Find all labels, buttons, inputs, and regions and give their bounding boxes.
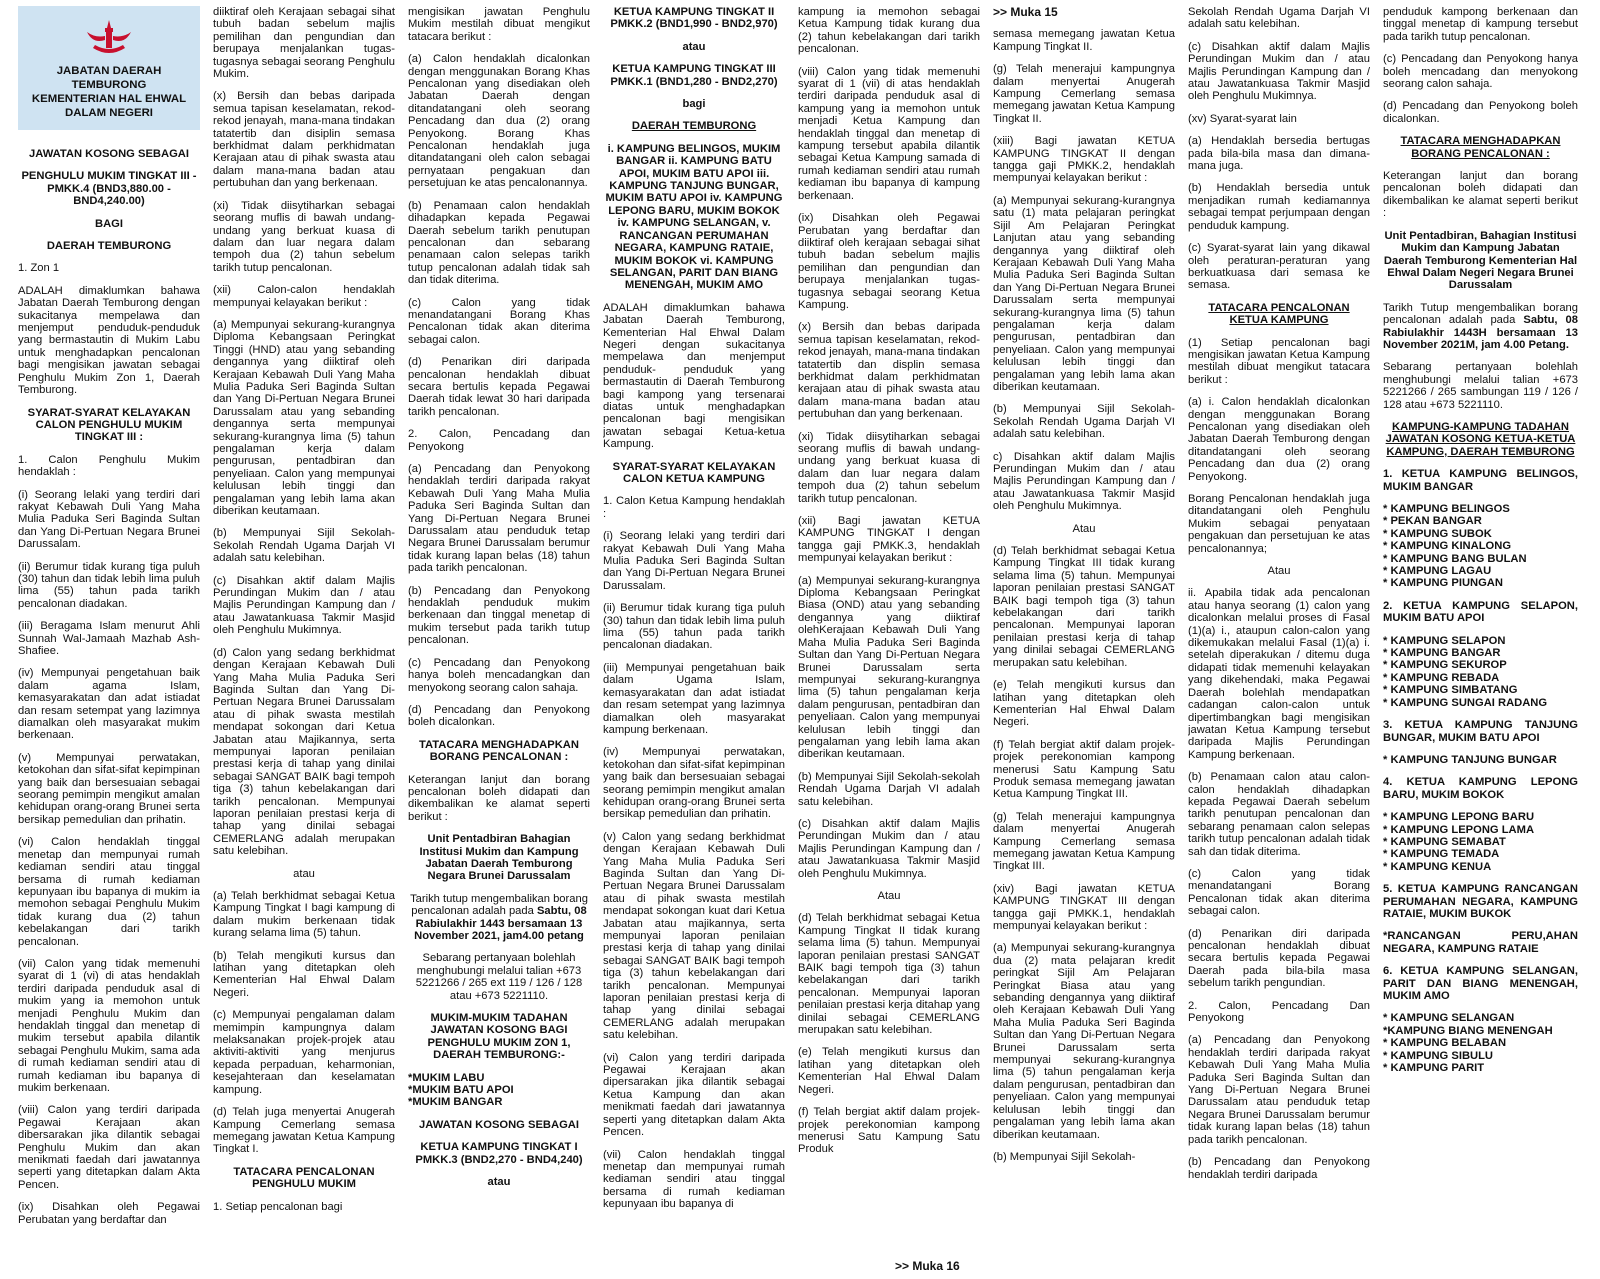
requirements-title: SYARAT-SYARAT KELAYAKAN CALON PENGHULU MUKIM TINGKAT III : [27,406,191,444]
list-item: * KAMPUNG SELANGAN [1383,1012,1515,1025]
body-paragraph: (a) Calon hendaklah dicalonkan dengan menggunakan Borang Khas Pencalonan yang disediakan oleh Jabatan Daerah dengan ditandatangani oleh seorang Pencadang dan dua (2) orang Penyokong. Borang Khas Pencalonan hendaklah juga ditandatangani oleh calon sebagai pernyataan pengakuan dan persetujuan ke atas pencalonannya. [408,53,590,190]
body-paragraph: mengisikan jawatan Penghulu Mukim mestilah dibuat mengikut tatacara berikut : [408,6,590,43]
org-line-4: DALAM NEGERI [65,107,153,119]
list-item: * KAMPUNG SUBOK [1383,527,1492,540]
or-separator: Atau [1072,522,1096,535]
column-3 [408,6,590,1279]
requirement-paragraph: (iii) Beragama Islam menurut Ahli Sunnah Wal-Jamaah Mazhab Ash-Shafiee. [18,620,200,657]
list-item: * KAMPUNG TEMADA [1383,848,1500,861]
column-1 [18,6,200,1279]
body-paragraph: ii. Apabila tidak ada pencalonan atau hanya seorang (1) calon yang dicalonkan melalui proses di Fasal (1)(a) i., ataupun calon-calon yang dikemukakan melalui Fasal (1)(a) i. setelah diperakukan / ditemu duga didapati tidak memenuhi kelayakan yang dikehendaki, maka Pegawai Daerah bolehlah mendapatkan cadangan calon-calon untuk dipertimbangkan bagi mengisikan jawatan Ketua Kampung tersebut daripada Majlis Perundingan Kampung berkenaan. [1188,587,1370,761]
group-title: 2. KETUA KAMPUNG SELAPON, MUKIM BATU APOI [1383,599,1578,625]
kk3-title: KETUA KAMPUNG TINGKAT III PMKK.1 (BND1,280 - BND2,270) [610,63,778,88]
vacancy-district: DAERAH TEMBURONG [46,240,172,253]
body-paragraph: (viii) Calon yang tidak memenuhi syarat di 1 (vii) di atas hendaklah terdiri daripada penduduk asal di kampung yang ia memohon untuk menjadi Ketua Kampung dan hendaklah tinggal dan menetap di kampung tersebut apabila dilantik sebagai Ketua Kampung samada di rumah kediaman sendiri atau rumah kediaman ibu bapanya di kampung berkenaan. [798,65,980,202]
list-item: * KAMPUNG SIBULU [1383,1049,1494,1062]
vacancy-bagi: BAGI [95,217,123,230]
requirement-paragraph: (ix) Disahkan oleh Pegawai Perubatan yang berdaftar dan [18,1201,200,1226]
or-separator: atau [293,867,315,880]
submission-procedure-title: TATACARA MENGHADAPKAN BORANG PENCALONAN : [1400,135,1561,160]
group-title: 3. KETUA KAMPUNG TANJUNG BUNGAR, MUKIM BATU APOI [1383,719,1578,744]
body-paragraph: (c) Disahkan aktif dalam Majlis Perundingan Mukim dan / atau Majlis Perundingan Kampung dan / atau Jawatankuasa Takmir Masjid oleh Penghulu Mukimnya. [213,574,395,637]
body-paragraph: 1. Calon Ketua Kampung hendaklah : [603,495,785,520]
or-separator: Atau [1267,565,1291,578]
body-paragraph: (xiv) Bagi jawatan KETUA KAMPUNG TINGKAT III dengan tangga gaji PMKK.1, hendaklah mempunyai kelayakan berikut : [993,882,1175,932]
list-item: * KAMPUNG BANG BULAN [1383,552,1527,565]
closing-date-value: Sabtu, 08 Rabiulakhir 1443 bersamaan 13 November 2021, jam4.00 petang [414,905,587,942]
body-paragraph: (vii) Calon hendaklah tinggal menetap dan mempunyai rumah kediaman sendiri atau tinggal bersama di rumah kediaman kepunyaan ibu bapanya di [603,1148,785,1211]
submission-text: Keterangan lanjut dan borang pencalonan boleh didapati dan dikembalikan ke alamat seperti berikut : [408,773,590,823]
body-paragraph: kampung ia memohon sebagai Ketua Kampung tidak kurang dua (2) tahun kebelakangan dari tarikh pencalonan. [798,6,980,56]
body-paragraph: penduduk kampong berkenaan dan tinggal menetap di kampung tersebut pada tarikh tutup pencalonan. [1383,6,1578,43]
requirement-paragraph: (viii) Calon yang terdiri daripada Pegawai Kerajaan akan dibersarakan jika dilantik sebagai Penghulu Mukim dan akan menikmati faedah dari jawatannya seperti yang ditetapkan dalam Akta Pencen. [18,1104,200,1191]
body-paragraph: (a) Mempunyai sekurang-kurangnya satu (1) mata pelajaran peringkat Sijil Am Pelajaran Peringkat Lanjutan atau yang sebanding dengannya yang diiktiraf oleh Kerajaan Kebawah Duli Yang Maha Mulia Paduka Seri Baginda Sultan dan Yang Di-Pertuan Negara Brunei Darussalam serta mempunyai sekurang-kurangnya lima (5) tahun pengalaman kerja dalam pengurusan, pentadbiran dan penyeliaan. Calon yang mempunyai kelulusan lebih tinggi dan pengalaman yang lebih lama akan diberikan keutamaan. [993,194,1175,393]
kk1-title: KETUA KAMPUNG TINGKAT I PMKK.3 (BND2,270 - BND4,240) [415,1141,583,1166]
body-paragraph: (v) Calon yang sedang berkhidmat dengan Kerajaan Kebawah Duli Yang Maha Mulia Paduka Seri Baginda Sultan dan Yang Di-Pertuan Negara Brunei Darussalam atau di pihak swasta mestilah mendapat sokongan kuat dari Ketua Jabatan atau majikannya, serta mempunyai laporan penilaian prestasi kerja di tahap yang dinilai sebagai SANGAT BAIK bagi tempoh tiga (3) tahun kebelakangan dari tarikh pencalonan. Mempunyai laporan penilaian prestasi kerja di tahap yang dinilai sebagai CEMERLANG adalah merupakan satu kelebihan. [603,830,785,1042]
body-paragraph: (c) Syarat-syarat lain yang dikawal oleh peraturan-peraturan yang berkuatkuasa dari semasa ke semasa. [1188,242,1370,292]
body-paragraph: (1) Setiap pencalonan bagi mengisikan jawatan Ketua Kampung mestilah dibuat mengikut tatacara berikut : [1188,336,1370,386]
list-item: * KAMPUNG BELABAN [1383,1037,1507,1050]
body-paragraph: c) Disahkan aktif dalam Majlis Perundingan Mukim dan / atau Majlis Perundingan Kampung dan / atau Jawatankuasa Takmir Masjid oleh Penghulu Mukimnya. [993,450,1175,513]
kampung-list [1383,811,1578,873]
body-paragraph: (i) Seorang lelaki yang terdiri dari rakyat Kebawah Duli Yang Maha Mulia Paduka Seri Baginda Sultan dan Yang Di-Pertuan Negara Brunei Darussalam. [603,530,785,592]
body-paragraph: (c) Disahkan aktif dalam Majlis Perundingan Mukim dan / atau Majlis Perundingan Kampung dan / atau Jawatankuasa Takmir Masjid oleh Penghulu Mukimnya. [798,817,980,880]
requirements-title: SYARAT-SYARAT KELAYAKAN CALON KETUA KAMPUNG [612,460,776,485]
group-title: 5. KETUA KAMPUNG RANCANGAN PERUMAHAN NEGARA, KAMPUNG RATAIE, MUKIM BUKOK [1383,883,1578,920]
requirement-paragraph: (ii) Berumur tidak kurang tiga puluh (30) tahun dan tidak lebih lima puluh lima (55) tahun pada tarikh pencalonan diadakan. [18,560,200,610]
contact-info: Sebarang pertanyaan bolehlah menghubungi melalui talian +673 5221266 / 265 ext 119 / 126 / 128 atau +673 5221110. [415,952,583,1002]
kampung-list [1383,635,1578,709]
closing-date-value: Sabtu, 08 Rabiulakhir 1443H bersamaan 13 November 2021M, jam 4.00 Petang. [1383,314,1578,351]
body-paragraph: 2. Calon, Pencadang Dan Penyokong [1188,999,1370,1025]
column-6 [993,6,1175,1279]
body-paragraph: (x) Bersih dan bebas daripada semua tapisan keselamatan, rekod-rekod jenayah, mana-mana tindakan tatatertib dan disiplin semasa berkhidmat dalam perkhidmatan Kerajaan atau di pihak swasta atau dalam mana-mana badan atau pertubuhan dan yang berkenaan. [213,90,395,190]
org-line-3: KEMENTERIAN HAL EHWAL [31,93,187,105]
body-paragraph: (xi) Tidak diisytiharkan sebagai seorang muflis di bawah undang-undang yang berkuat kuasa di dalam dan luar negara dalam tempoh dua (2) tahun sebelum tarikh tutup pencalonan. [213,199,395,274]
body-paragraph: (iii) Mempunyai pengetahuan baik dalam Ugama Islam, kemasyarakatan dan adat istiadat dan resam setempat yang lazimnya diamalkan oleh masyarakat kampung berkenaan. [603,661,785,736]
body-paragraph: (b) Mempunyai Sijil Sekolah- [993,1150,1136,1163]
body-paragraph: (ii) Berumur tidak kurang tiga puluh (30) tahun dan tidak lebih lima puluh lima (55) tahun pada tarikh pencalonan diadakan. [603,602,785,652]
body-paragraph: (a) Mempunyai sekurang-kurangnya dua (2) mata pelajaran kredit peringkat Sijil Am Pelajaran Peringkat Biasa atau yang sebanding dengannya yang diiktiraf oleh Kerajaan Kebawah Duli Yang Maha Mulia Paduka Seri Baginda Sultan dan Yang Di-Pertuan Negara Brunei Darussalam serta mempunyai sekurang-kurangnya lima (5) tahun pengalaman kerja dalam pengurusan, pentadbiran dan penyeliaan. Calon yang mempunyai kelulusan lebih tinggi dan pengalaman yang lebih lama akan diberikan keutamaan. [993,942,1175,1141]
body-paragraph: (b) Penamaan calon atau calon-calon hendaklah dihadapkan kepada Pegawai Daerah sebelum tarikh penutupan pencalonan dan sebarang penamaan calon selepas tarikh tutup pencalonan adalah tidak sah dan tidak diterima. [1188,771,1370,858]
list-item: * KAMPUNG SIMBATANG [1383,684,1518,697]
requirement-paragraph: (iv) Mempunyai pengetahuan baik dalam agama Islam, kemasyarakatan dan adat istiadat dan resam setempat yang lazimnya diamalkan oleh masyarakat mukim berkenaan. [18,667,200,742]
body-paragraph: (b) Mempunyai Sijil Sekolah-sekolah Rendah Ugama Darjah VI adalah satu kelebihan. [798,770,980,808]
brunei-crest-icon [83,18,135,58]
closing-date-prefix: Tarikh Tutup mengembalikan borang pencalonan adalah pada [1383,301,1578,327]
list-item: * KAMPUNG REBADA [1383,671,1500,684]
list-item: * KAMPUNG LEPONG LAMA [1383,823,1535,836]
body-paragraph: (d) Penarikan diri daripada pencalonan hendaklah dibuat secara bertulis kepada Pegawai Daerah pada bila-bila masa sebelum tarikh pengundian. [1188,927,1370,990]
list-item: * KAMPUNG SUNGAI RADANG [1383,696,1548,709]
list-item: * KAMPUNG KENUA [1383,860,1492,873]
body-paragraph: (e) Telah mengikuti kursus dan latihan yang ditetapkan oleh Kementerian Hal Ehwal Dalam Negeri. [993,679,1175,729]
list-item: * PEKAN BANGAR [1383,515,1482,528]
column-4 [603,6,785,1279]
body-paragraph: (f) Telah bergiat aktif dalam projek-projek perekonomian kampong menerusi Satu Kampung Satu Produk semasa memegang jawatan Ketua Kampung Tingkat III. [993,738,1175,801]
kampung-list [1383,1012,1578,1074]
intro-paragraph: ADALAH dimaklumkan bahawa Jabatan Daerah Temburong dengan sukacitanya mempelawa dan menjemput penduduk-penduduk yang bermastautin di Mukim Labu untuk menghadapkan pencalonan bagi mengisikan jawatan sebagai Penghulu Mukim Zon 1, Daerah Temburong. [18,284,200,397]
group-title: 4. KETUA KAMPUNG LEPONG BARU, MUKIM BOKOK [1383,776,1578,801]
or-separator: atau [487,1176,511,1189]
kampung-list [1383,503,1578,590]
body-paragraph: (b) Mempunyai Sijil Sekolah-Sekolah Rendah Ugama Darjah VI adalah satu kelebihan. [213,527,395,565]
body-paragraph: (x) Bersih dan bebas daripada semua tapisan keselamatan, rekod-rekod jenayah, mana-mana tindakan tatatertib dan displin semasa berkhidmat dalam perkhidmatan kerajaan atau di pihak swasta atau dalam mana-mana badan atau pertubuhan dan yang berkenaan. [798,321,980,421]
body-paragraph: (b) Hendaklah bersedia untuk menjadikan rumah kediamannya sebagai tempat perjumpaan dengan penduduk kampung. [1188,182,1370,232]
requirement-paragraph: (i) Seorang lelaki yang terdiri dari rakyat Kebawah Duli Yang Maha Mulia Paduka Seri Baginda Sultan dan Yang Di-Pertuan Negara Brunei Darussalam. [18,488,200,551]
body-paragraph: (a) i. Calon hendaklah dicalonkan dengan menggunakan Borang Pencalonan yang disediakan oleh Jabatan Daerah Temburong dengan ditandatangani oleh seorang Pencadang dan dua (2) orang Penyokong. [1188,396,1370,483]
body-paragraph: (d) Telah berkhidmat sebagai Ketua Kampung Tingkat III tidak kurang selama lima (5) tahun. Mempunyai laporan penilaian prestasi SANGAT BAIK bagi tempoh tiga (3) tahun kebelakangan dari tarikh pencalonan. Mempunyai laporan penilaian prestasi kerja di tahap yang dinilai sebagai CEMERLANG merupakan satu kelebihan. [993,545,1175,669]
closing-date [408,893,590,943]
nomination-procedure-title: TATACARA PENCALONAN KETUA KAMPUNG [1208,301,1350,327]
mukim-list [408,1072,590,1109]
requirement-paragraph: (vi) Calon hendaklah tinggal menetap dan mempunyai rumah kediaman sendiri atau tinggal bersama di rumah kediaman kepunyaan ibu bapanya di mukim ia memohon sebagai Penghulu Mukim tidak kurang dua (2) tahun kebelakangan dari tarikh pencalonan. [18,836,200,948]
body-paragraph: Sekolah Rendah Ugama Darjah VI adalah satu kelebihan. [1188,6,1370,31]
continued-page-link[interactable]: >> Muka 15 [993,6,1058,19]
group-title: 6. KETUA KAMPUNG SELANGAN, PARIT DAN BIANG MENENGAH, MUKIM AMO [1383,965,1578,1002]
list-item: * KAMPUNG PIUNGAN [1383,577,1503,590]
body-paragraph: (xi) Tidak diisytiharkan sebagai seorang muflis di bawah undang-undang yang berkuat kuasa di dalam dan luar negara dalam tempoh dua (2) tahun sebelum tarikh tutup pencalonan. [798,430,980,505]
body-paragraph: (d) Pencadang dan Penyokong boleh dicalonkan. [1383,100,1578,125]
body-paragraph: Borang Pencalonan hendaklah juga ditandatangani oleh Penghulu Mukim sebagai penyataan pengakuan dan persetujuan ke atas pencalonannya; [1188,493,1370,555]
body-paragraph: (a) Hendaklah bersedia bertugas pada bila-bila masa dan dimana-mana juga. [1188,135,1370,173]
list-item: * KAMPUNG LEPONG BARU [1383,811,1535,824]
body-paragraph: (xii) Calon-calon hendaklah mempunyai kelayakan berikut : [213,284,395,309]
list-item: *MUKIM LABU [408,1071,485,1084]
body-paragraph: (b) Penamaan calon hendaklah dihadapkan kepada Pegawai Daerah sebelum tarikh penutupan pencalonan dan sebarang penamaan calon selepas tarikh tutup pencalonan adalah tidak sah dan tidak diterima. [408,199,590,287]
body-paragraph: (c) Pencadang dan Penyokong hanya boleh mencadang dan menyokong seorang calon sahaja. [1383,53,1578,91]
body-paragraph: (c) Pencadang dan Penyokong hanya boleh mencadangkan dan menyokong seorang calon sahaja. [408,656,590,694]
list-item: *MUKIM BANGAR [408,1096,503,1109]
submission-procedure-title: TATACARA MENGHADAPKAN BORANG PENCALONAN : [419,738,579,764]
kk2-title: KETUA KAMPUNG TINGKAT II PMKK.2 (BND1,990 - BND2,970) [610,6,778,31]
body-paragraph: (b) Telah mengikuti kursus dan latihan yang ditetapkan oleh Kementerian Hal Ehwal Dalam Negeri. [213,949,395,999]
list-item: * KAMPUNG TANJUNG BUNGAR [1383,753,1557,766]
vacancy-position: PENGHULU MUKIM TINGKAT III - PMKK.4 (BND3,880.00 - BND4,240.00) [21,170,197,208]
submission-address: Unit Pentadbiran, Bahagian Institusi Mukim dan Kampung Jabatan Daerah Temburong Kementerian Hal Ehwal Dalam Negeri Negara Brunei Darussalam [1383,229,1578,292]
nomination-procedure-title: TATACARA PENCALONAN PENGHULU MUKIM [233,1165,375,1191]
requirement-paragraph: (vii) Calon yang tidak memenuhi syarat di 1 (vi) di atas hendaklah terdiri daripada penduduk asal di mukim yang ia memohon untuk menjadi Penghulu Mukim dan hendaklah tinggal dan menetap di mukim tersebut apabila dilantik sebagai Penghulu Mukim, sama ada di rumah kediaman sendiri atau di rumah kediaman ibu bapanya di mukim berkenaan. [18,957,200,1094]
list-item: * KAMPUNG BELINGOS [1383,503,1510,515]
list-item: *KAMPUNG BIANG MENENGAH [1383,1024,1553,1037]
zone-label: 1. Zon 1 [18,262,60,275]
org-line-1: JABATAN DAERAH [56,65,162,77]
body-paragraph: (d) Pencadang dan Penyokong boleh dicalonkan. [408,703,590,729]
body-paragraph: (b) Pencadang dan Penyokong hendaklah penduduk mukim berkenaan dan tinggal menetap di mukim tersebut pada tarikh tutup pencalonan. [408,584,590,647]
body-paragraph: (a) Pencadang dan Penyokong hendaklah terdiri daripada rakyat Kebawah Duli Yang Maha Mulia Paduka Seri Baginda Sultan dan Yang Di-Pertuan Negara Brunei Darussalam atau penduduk tetap Negara Brunei Darussalam berumur tidak kurang lapan belas (18) tahun pada tarikh pencalonan. [408,463,590,575]
body-paragraph: 2. Calon, Pencadang dan Penyokong [408,428,590,453]
body-paragraph: (xv) Syarat-syarat lain [1188,112,1297,125]
or-separator: atau [682,40,706,53]
contact-info: Sebarang pertanyaan bolehlah menghubungi melalui talian +673 5221266 / 265 sambungan 119 / 126 / 128 atau +673 5221110. [1383,361,1578,411]
body-paragraph: (xii) Bagi jawatan KETUA KAMPUNG TINGKAT I dengan tangga gaji PMKK.3, hendaklah mempunyai kelayakan berikut : [798,515,980,565]
kampung-list [1383,930,1578,955]
body-paragraph: (g) Telah menerajui kampungnya dalam menyertai Anugerah Kampung Cemerlang semasa memegang jawatan Ketua Kampung Tingkat II. [993,63,1175,125]
body-paragraph: (b) Mempunyai Sijil Sekolah-Sekolah Rendah Ugama Darjah VI adalah satu kelebihan. [993,403,1175,441]
intro-paragraph: ADALAH dimaklumkan bahawa Jabatan Daerah Temburong, Kementerian Hal Ehwal Dalam Negeri dengan sukacitanya mempelawa dan menjemput penduduk- penduduk yang bermastautin di Daerah Temburong bagi kampong yang tersenarai diatas untuk menghadapkan pencalonan bagi mengisikan jawatan sebagai Ketua-ketua Kampung. [603,301,785,451]
body-paragraph: (d) Calon yang sedang berkhidmat dengan Kerajaan Kebawah Duli Yang Maha Mulia Paduka Seri Baginda Sultan dan Yang Di-Pertuan Negara Brunei Darussalam atau di pihak swasta mestilah mendapat sokongan dari Ketua Jabatan atau Majikannya, serta mempunyai laporan penilaian prestasi kerja di tahap yang dinilai sebagai SANGAT BAIK bagi tempoh tiga (3) tahun kebelakangan dari tarikh pencalonan. Mempunyai laporan penilaian prestasi kerja di tahap yang dinilai sebagai CEMERLANG adalah merupakan satu kelebihan. [213,646,395,858]
org-line-2: TEMBURONG [71,79,147,91]
body-paragraph: (a) Mempunyai sekurang-kurangnya Diploma Kebangsaan Peringkat Biasa (OND) atau yang sebanding dengannya yang diiktiraf olehKerajaan Kebawah Duli Yang Maha Mulia Paduka Seri Baginda Sultan dan Yang Di-Pertuan Negara Brunei Darussalam serta mempunyai sekurang-kurangnya lima (5) tahun pengalaman kerja dalam pengurusan, pentadbiran dan penyeliaan. Calon yang mempunyai kelulusan lebih tinggi dan pengalaman yang lebih lama akan diberikan keutamaan. [798,574,980,761]
requirement-paragraph: 1. Calon Penghulu Mukim hendaklah : [18,453,200,479]
column-2 [213,6,395,1279]
body-paragraph: semasa memegang jawatan Ketua Kampung Tingkat II. [993,28,1175,53]
body-paragraph: (iv) Mempunyai perwatakan, ketokohan dan sifat-sifat kepimpinan yang baik dan bersesuaian sebagai seorang pemimpin mengikut amalan kehidupan orang-orang Brunei serta bersikap pemedulian dan prihatin. [603,746,785,821]
body-paragraph: (d) Telah berkhidmat sebagai Ketua Kampung Tingkat II tidak kurang selama lima (5) tahun. Mempunyai laporan penilaian prestasi SANGAT BAIK bagi tempoh tiga (3) tahun kebelakangan dari tarikh pencalonan. Mempunyai laporan penilaian prestasi kerja ditahap yang dinilai sebagai CEMERLANG merupakan satu kelebihan. [798,912,980,1037]
body-paragraph: (a) Telah berkhidmat sebagai Ketua Kampung Tingkat I bagi kampung di dalam mukim berkenaan tidak kurang selama lima (5) tahun. [213,890,395,940]
column-8 [1383,6,1578,1279]
closing-date [1383,302,1578,352]
list-item: * KAMPUNG SEKUROP [1383,659,1507,672]
body-paragraph: (b) Pencadang dan Penyokong hendaklah terdiri daripada [1188,1156,1370,1181]
submission-text: Keterangan lanjut dan borang pencalonan boleh didapati dan dikembalikan ke alamat seperti berikut : [1383,170,1578,220]
kampung-list: i. KAMPUNG BELINGOS, MUKIM BANGAR ii. KAMPUNG BATU APOI, MUKIM BATU APOI iii. KAMPUNG TANJUNG BUNGAR, MUKIM BATU APOI iv. KAMPUNG LEPONG BARU, MUKIM BOKOK iv. KAMPUNG SELANGAN, v. RANCANGAN PERUMAHAN NEGARA, KAMPUNG RATAIE, MUKIM BOKOK vi. KAMPUNG SELANGAN, PARIT DAN BIANG MENENGAH, MUKIM AMO [605,142,783,292]
mukim-list-title: MUKIM-MUKIM TADAHAN JAWATAN KOSONG BAGI PENGHULU MUKIM ZON 1, DAERAH TEMBURONG:- [427,1012,571,1062]
kampung-list [1383,754,1578,766]
list-item: * KAMPUNG KINALONG [1383,540,1512,553]
requirements-list [18,454,200,1226]
list-item: *MUKIM BATU APOI [408,1084,514,1097]
column-5 [798,6,980,1279]
body-paragraph: (d) Penarikan diri daripada pencalonan hendaklah dibuat secara bertulis kepada Pegawai Daerah tidak lewat 30 hari daripada tarikh pencalonan. [408,356,590,418]
body-paragraph: 1. Setiap pencalonan bagi [213,1200,343,1213]
body-paragraph: (g) Telah menerajui kampungnya dalam menyertai Anugerah Kampung Cemerlang semasa memegang jawatan Ketua Kampung Tingkat III. [993,810,1175,873]
body-paragraph: (a) Mempunyai sekurang-kurangnya Diploma Kebangsaan Peringkat Tinggi (HND) atau yang sebanding dengannya yang diiktiraf oleh Kerajaan Kebawah Duli Yang Maha Mulia Paduka Seri Baginda Sultan dan Yang Di-Pertuan Negara Brunei Darussalam atau yang sebanding dengannya serta mempunyai sekurang-kurangnya lima (5) tahun pengalaman kerja dalam pengurusan, pentadbiran dan penyeliaan. Calon yang mempunyai kelulusan lebih tinggi dan pengalaman yang lebih lama akan diberikan keutamaan. [213,318,395,518]
closing-date-prefix: Tarikh tutup mengembalikan borang pencalonan adalah pada [410,892,588,918]
list-item: *RANCANGAN PERU,AHAN NEGARA, KAMPUNG RATAIE [1383,930,1578,955]
body-paragraph: (f) Telah bergiat aktif dalam projek-projek perekonomian kampong menerusi Satu Kampung Satu Produk [798,1106,980,1156]
next-page-link[interactable]: >> Muka 16 [895,1259,960,1273]
body-paragraph: (ix) Disahkan oleh Pegawai Perubatan yang berdaftar dan diiktiraf oleh kerajaan sebagai sihat tubuh badan sebelum majlis pemilihan dan pengundian dan berupaya menjalankan tugas-tugasnya sebagai seorang Ketua Kampung. [798,212,980,311]
body-paragraph: diiktiraf oleh Kerajaan sebagai sihat tubuh badan sebelum majlis pemilihan dan pengundian dan berupaya menjalankan tugas-tugasnya sebagai seorang Penghulu Mukim. [213,6,395,81]
district-title: DAERAH TEMBURONG [631,120,757,133]
body-paragraph: (vi) Calon yang terdiri daripada Pegawai Kerajaan akan dipersarakan jika dilantik sebagai Ketua Kampung dan akan menikmati faedah dari jawatannya seperti yang ditetapkan dalam Akta Pencen. [603,1051,785,1139]
column-7 [1188,6,1370,1279]
group-title: 1. KETUA KAMPUNG BELINGOS, MUKIM BANGAR [1383,468,1578,493]
body-paragraph: (c) Calon yang tidak menandatangani Borang Pencalonan tidak akan diterima sebagai calon. [1188,867,1370,918]
body-paragraph: (e) Telah mengikuti kursus dan latihan yang ditetapkan oleh Kementerian Hal Ehwal Dalam Negeri. [798,1046,980,1096]
list-item: * KAMPUNG LAGAU [1383,565,1492,578]
body-paragraph: (c) Calon yang tidak menandatangani Borang Khas Pencalonan tidak akan diterima sebagai calon. [408,296,590,346]
vacancy-title-2: JAWATAN KOSONG SEBAGAI [419,1118,579,1131]
or-separator: Atau [877,890,901,902]
requirement-paragraph: (v) Mempunyai perwatakan, ketokohan dan sifat-sifat kepimpinan yang baik dan bersesuaian sebagai seorang pemimpin mengikut amalan kehidupan orang-orang Brunei serta bersikap pemedulian dan prihatin. [18,751,200,826]
list-item: * KAMPUNG SEMABAT [1383,835,1506,848]
body-paragraph: (a) Pencadang dan Penyokong hendaklah terdiri daripada rakyat Kebawah Duli Yang Maha Mulia Paduka Seri Baginda Sultan dan Yang Di-Pertuan Negara Brunei Darussalam atau penduduk tetap Negara Brunei Darussalam berumur tidak kurang lapan belas (18) tahun pada tarikh pencalonan. [1188,1034,1370,1146]
list-item: * KAMPUNG BANGAR [1383,647,1501,660]
kampung-groups-title: KAMPUNG-KAMPUNG TADAHAN JAWATAN KOSONG KETUA-KETUA KAMPUNG, DAERAH TEMBURONG [1385,420,1576,458]
submission-address: Unit Pentadbiran Bahagian Institusi Mukim dan Kampung Jabatan Daerah Temburong Negara Brunei Darussalam [419,833,579,883]
vacancy-title: JAWATAN KOSONG SEBAGAI [29,148,189,160]
department-header-box [18,6,200,130]
body-paragraph: (c) Disahkan aktif dalam Majlis Perundingan Mukim dan / atau Majlis Perundingan Kampung dan / atau Jawatankuasa Takmir Masjid oleh Penghulu Mukimnya. [1188,40,1370,103]
list-item: * KAMPUNG PARIT [1383,1062,1485,1075]
list-item: * KAMPUNG SELAPON [1383,634,1506,647]
body-paragraph: (c) Mempunyai pengalaman dalam memimpin kampungnya dalam melaksanakan projek-projek atau aktiviti-aktiviti yang menjurus kepada perpaduan, keharmonian, kesejahteraan dan keselamatan kampung. [213,1009,395,1096]
body-paragraph: (d) Telah juga menyertai Anugerah Kampung Cemerlang semasa memegang jawatan Ketua Kampung Tingkat I. [213,1106,395,1156]
bagi-label: bagi [682,98,706,111]
body-paragraph: (xiii) Bagi jawatan KETUA KAMPUNG TINGKAT II dengan tangga gaji PMKK.2, hendaklah mempunyai kelayakan berikut : [993,135,1175,185]
